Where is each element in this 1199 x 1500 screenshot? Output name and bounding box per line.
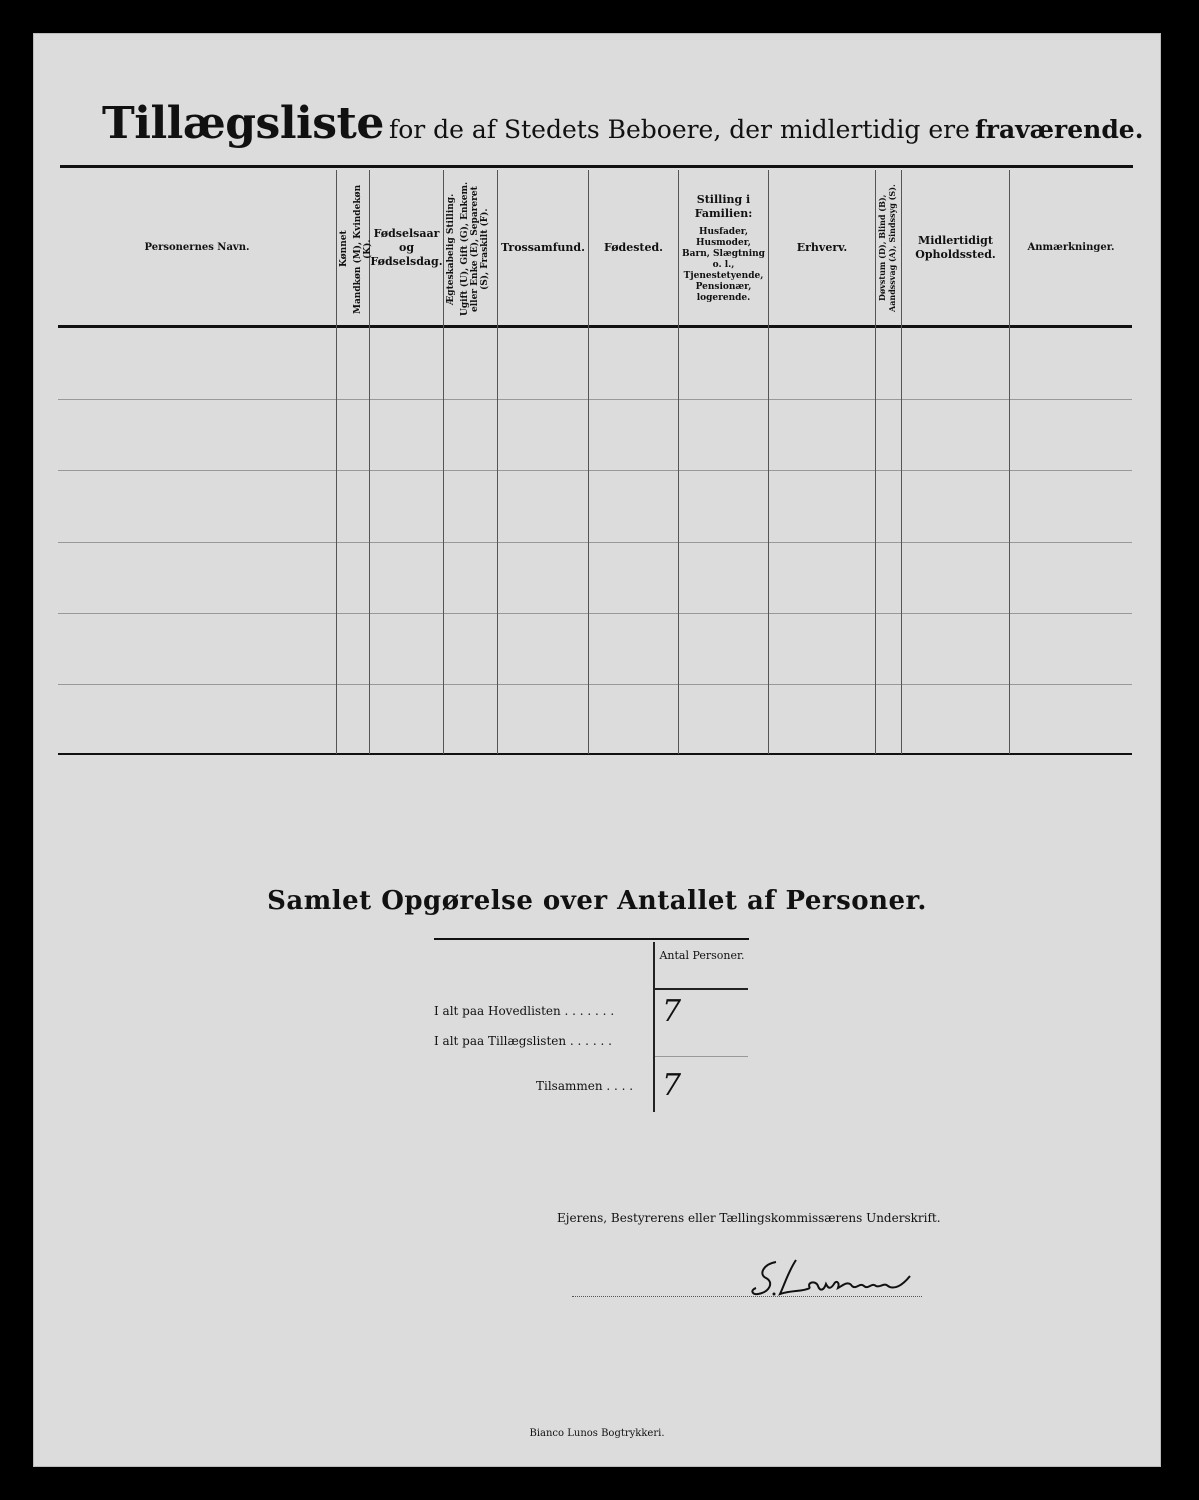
form-title-rest: for de af Stedets Beboere, der midlertidig ere — [388, 115, 970, 144]
header-rule — [58, 325, 1132, 328]
summary-box — [434, 938, 754, 1118]
header-gender-2: Mandkøn (M), Kvindekøn (K). — [353, 184, 373, 314]
header-occupation: Erhverv. — [796, 240, 848, 254]
summary-row-value-main-list: 7 — [662, 994, 682, 1029]
summary-row-label-supplement-list: I alt paa Tillægslisten . . . . . . — [434, 1034, 612, 1048]
summary-top-rule — [434, 938, 749, 940]
table-bottom-rule — [58, 753, 1132, 755]
form-title-bold: fraværende. — [975, 115, 1144, 144]
header-remarks: Anmærkninger. — [1027, 241, 1115, 253]
header-birth: Fødselsaar og Fødselsdag. — [370, 226, 443, 268]
header-temp-residence: Midlertidigt Opholdssted. — [915, 233, 996, 261]
column-divider — [443, 170, 444, 754]
row-divider — [58, 399, 1132, 400]
header-gender-1: Kønnet — [339, 230, 349, 268]
title-rule — [60, 165, 1133, 168]
column-divider — [336, 170, 337, 754]
header-birthplace: Fødested. — [603, 240, 664, 254]
header-family-2: Husfader, Husmoder, Barn, Slægtning o. l., Tjenestetyende, Pensionær, logerende. — [682, 226, 765, 303]
summary-row-rule — [655, 1056, 748, 1057]
column-divider — [875, 170, 876, 754]
header-marital-2: Ugift (U), Gift (G), Enkem. eller Enke (E), Separeret (S), Fraskilt (F). — [460, 181, 490, 317]
summary-column-divider — [653, 942, 655, 1112]
header-disability: Døvstum (D), Blind (B), Aandssvag (A), Sindssyg (S). — [877, 184, 897, 312]
signature-line — [572, 1296, 922, 1297]
row-divider — [58, 613, 1132, 614]
header-marital-1: Ægteskabelig Stilling. — [446, 193, 456, 305]
row-divider — [58, 684, 1132, 685]
row-divider — [58, 542, 1132, 543]
form-title-main: Tillægsliste — [102, 98, 384, 149]
form-title — [102, 98, 1144, 149]
summary-title: Samlet Opgørelse over Antallet af Personer. — [267, 886, 927, 916]
row-divider — [58, 470, 1132, 471]
summary-total-value: 7 — [662, 1068, 682, 1103]
signature-label: Ejerens, Bestyrerens eller Tællingskommissærens Underskrift. — [557, 1211, 941, 1225]
summary-column-header: Antal Personer. — [659, 949, 745, 962]
printer-imprint: Bianco Lunos Bogtrykkeri. — [529, 1428, 665, 1439]
summary-total-label: Tilsammen . . . . — [536, 1079, 634, 1093]
column-divider — [678, 170, 679, 754]
header-name: Personernes Navn. — [144, 241, 250, 253]
census-form-page — [33, 33, 1161, 1467]
summary-row-label-main-list: I alt paa Hovedlisten . . . . . . . — [434, 1004, 615, 1018]
signature-image — [744, 1252, 944, 1302]
summary-header-rule — [655, 988, 748, 990]
header-religion: Trossamfund. — [501, 240, 585, 254]
header-family-1: Stilling i Familien: — [694, 193, 753, 220]
persons-table — [58, 170, 1132, 754]
